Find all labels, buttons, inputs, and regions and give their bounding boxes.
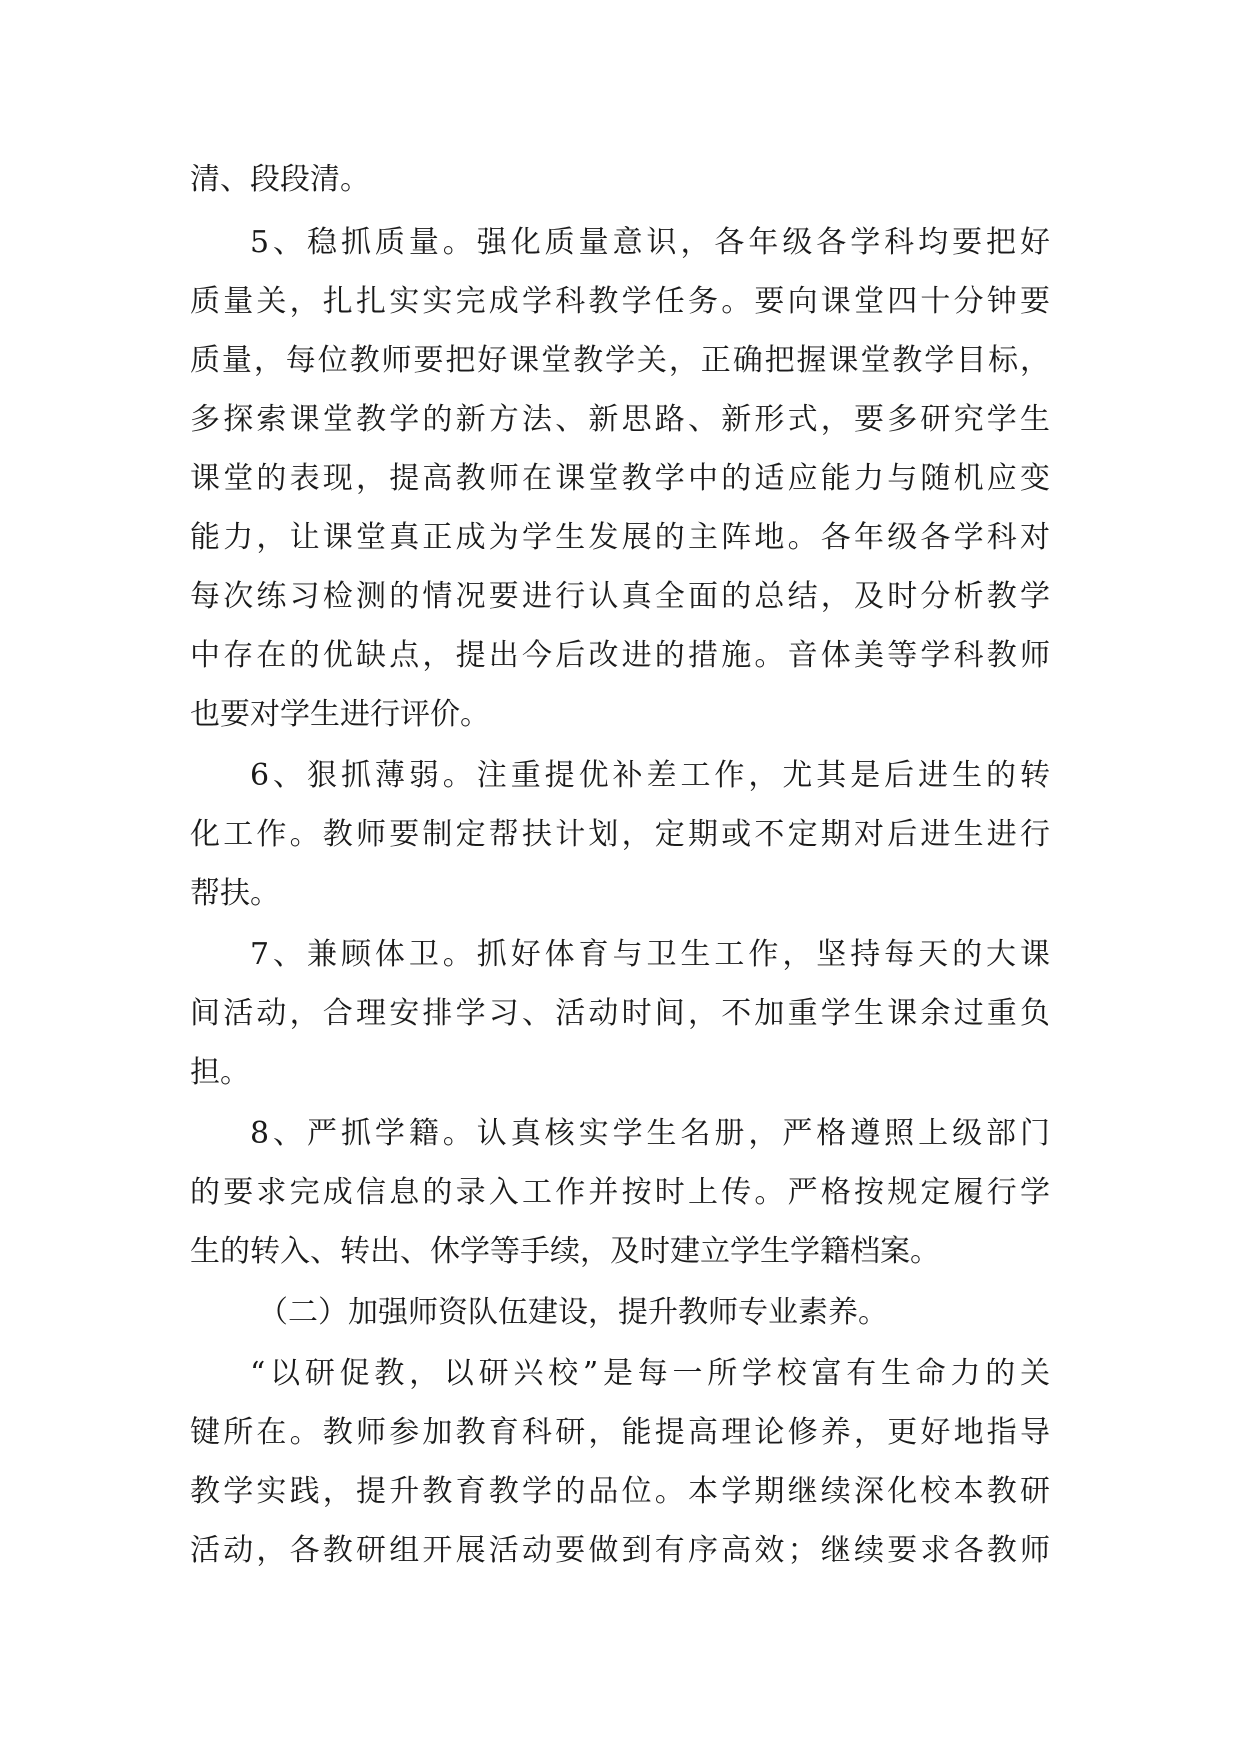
- text-line: 课堂的表现，提高教师在课堂教学中的适应能力与随机应变: [190, 461, 1050, 496]
- text-line: 5、稳抓质量。强化质量意识，各年级各学科均要把好: [250, 225, 1050, 260]
- text-line: 教学实践，提升教育教学的品位。本学期继续深化校本教研: [190, 1474, 1050, 1509]
- text-line: 间活动，合理安排学习、活动时间，不加重学生课余过重负: [190, 996, 1050, 1031]
- text-line: 多探索课堂教学的新方法、新思路、新形式，要多研究学生: [190, 402, 1050, 437]
- text-line: 生的转入、转出、休学等手续，及时建立学生学籍档案。: [190, 1234, 940, 1269]
- text-line: 能力，让课堂真正成为学生发展的主阵地。各年级各学科对: [190, 520, 1050, 555]
- text-line: 担。: [190, 1055, 250, 1090]
- text-line: 质量关，扎扎实实完成学科教学任务。要向课堂四十分钟要: [190, 284, 1050, 319]
- text-line: 中存在的优缺点，提出今后改进的措施。音体美等学科教师: [190, 638, 1050, 673]
- text-line: 质量，每位教师要把好课堂教学关，正确把握课堂教学目标，: [190, 343, 1050, 378]
- text-line: 也要对学生进行评价。: [190, 697, 490, 732]
- text-line: “以研促教，以研兴校”是每一所学校富有生命力的关: [250, 1356, 1050, 1391]
- text-line: 8、严抓学籍。认真核实学生名册，严格遵照上级部门: [250, 1116, 1050, 1151]
- text-line: 7、兼顾体卫。抓好体育与卫生工作，坚持每天的大课: [250, 937, 1050, 972]
- text-line: 键所在。教师参加教育科研，能提高理论修养，更好地指导: [190, 1415, 1050, 1450]
- section-heading: （二）加强师资队伍建设，提升教师专业素养。: [258, 1295, 888, 1330]
- text-line: 化工作。教师要制定帮扶计划，定期或不定期对后进生进行: [190, 817, 1050, 852]
- text-line: 的要求完成信息的录入工作并按时上传。严格按规定履行学: [190, 1175, 1050, 1210]
- text-line: 清、段段清。: [190, 162, 370, 197]
- text-line: 6、狠抓薄弱。注重提优补差工作，尤其是后进生的转: [250, 758, 1050, 793]
- text-line: 活动，各教研组开展活动要做到有序高效；继续要求各教师: [190, 1533, 1050, 1568]
- text-line: 每次练习检测的情况要进行认真全面的总结，及时分析教学: [190, 579, 1050, 614]
- text-line: 帮扶。: [190, 876, 280, 911]
